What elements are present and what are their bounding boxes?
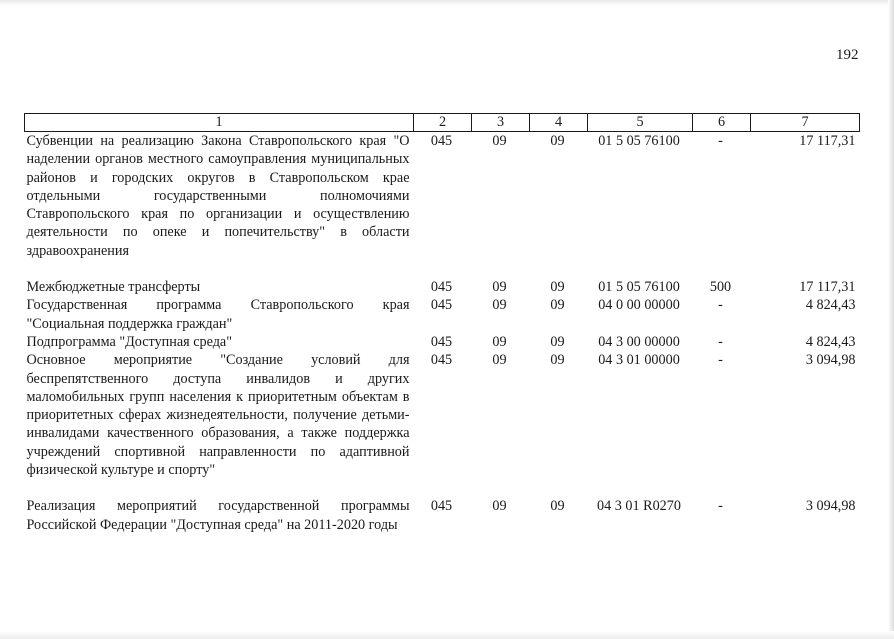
row-amount: 3 094,98 <box>805 352 856 369</box>
row-section: 09 <box>492 333 507 350</box>
table-row <box>25 278 860 296</box>
row-name: Субвенции на реализацию Закона Ставропольского края "О наделении органов местного самоуправления муниципальных районов и городских округов в Ставропольском крае отдельными государственными полномочиями Ставропольского края по организации и осуществлению деятельности по опеке и попечительству" в области здравоохранения <box>26 133 410 259</box>
row-admin-code: 045 <box>430 498 453 515</box>
row-section: 09 <box>492 352 507 369</box>
scan-edge-right <box>888 0 894 639</box>
budget-table <box>24 113 860 534</box>
column-header-5: 5 <box>588 114 693 132</box>
column-header-4: 4 <box>530 114 588 132</box>
row-target-article: 01 5 05 76100 <box>598 133 680 149</box>
column-header-6: 6 <box>693 114 751 132</box>
row-amount: 17 117,31 <box>799 133 856 149</box>
row-amount: 4 824,43 <box>805 333 856 350</box>
row-spacer <box>25 260 860 278</box>
row-subsection: 09 <box>550 333 565 350</box>
row-section: 09 <box>492 498 507 515</box>
row-target-article: 01 5 05 76100 <box>598 279 680 296</box>
row-expense-type: - <box>718 352 723 369</box>
row-amount: 3 094,98 <box>805 498 856 515</box>
row-expense-type: 500 <box>709 279 732 296</box>
row-name: Межбюджетные трансферты <box>26 279 201 296</box>
scan-edge-bottom <box>0 631 894 639</box>
column-header-2: 2 <box>414 114 472 132</box>
row-target-article: 04 3 01 R0270 <box>597 498 681 515</box>
row-target-article: 04 0 00 00000 <box>598 297 680 314</box>
row-section: 09 <box>492 297 507 314</box>
scan-edge-top <box>0 0 894 6</box>
row-expense-type: - <box>718 333 723 350</box>
table-row <box>25 296 860 333</box>
row-subsection: 09 <box>550 133 565 149</box>
row-spacer <box>25 479 860 497</box>
row-expense-type: - <box>718 498 723 515</box>
column-header-3: 3 <box>472 114 530 132</box>
row-admin-code: 045 <box>430 333 453 350</box>
row-subsection: 09 <box>550 352 565 369</box>
table-row <box>25 351 860 479</box>
row-name: Основное мероприятие "Создание условий для беспрепятственного доступа инвалидов и других маломобильных групп населения к приоритетным объектам в приоритетных сферах жизнедеятельности, получение детьми-инвалидами качественного образования, а также поддержка учреждений спортивной направленности по адаптивной физической культуре и спорту" <box>26 352 410 479</box>
table-row <box>25 132 860 261</box>
row-subsection: 09 <box>550 498 565 515</box>
page-number: 192 <box>836 47 859 63</box>
row-amount: 17 117,31 <box>799 279 856 296</box>
row-admin-code: 045 <box>430 297 453 314</box>
row-section: 09 <box>492 133 507 149</box>
row-target-article: 04 3 01 00000 <box>598 352 680 369</box>
row-subsection: 09 <box>550 297 565 314</box>
row-admin-code: 045 <box>430 279 453 296</box>
table-row <box>25 333 860 351</box>
column-header-7: 7 <box>751 114 860 132</box>
row-name: Реализация мероприятий государственной программы Российской Федерации "Доступная среда" на 2011-2020 годы <box>26 498 410 533</box>
table-row <box>25 497 860 534</box>
row-name: Государственная программа Ставропольского края "Социальная поддержка граждан" <box>26 297 410 332</box>
row-name: Подпрограмма "Доступная среда" <box>26 333 233 350</box>
row-section: 09 <box>492 279 507 296</box>
row-target-article: 04 3 00 00000 <box>598 333 680 350</box>
row-subsection: 09 <box>550 279 565 296</box>
column-header-1: 1 <box>25 114 414 132</box>
row-admin-code: 045 <box>430 352 453 369</box>
row-admin-code: 045 <box>430 133 453 149</box>
row-expense-type: - <box>718 133 723 149</box>
row-amount: 4 824,43 <box>805 297 856 314</box>
table-header-row <box>25 114 860 132</box>
row-expense-type: - <box>718 297 723 314</box>
